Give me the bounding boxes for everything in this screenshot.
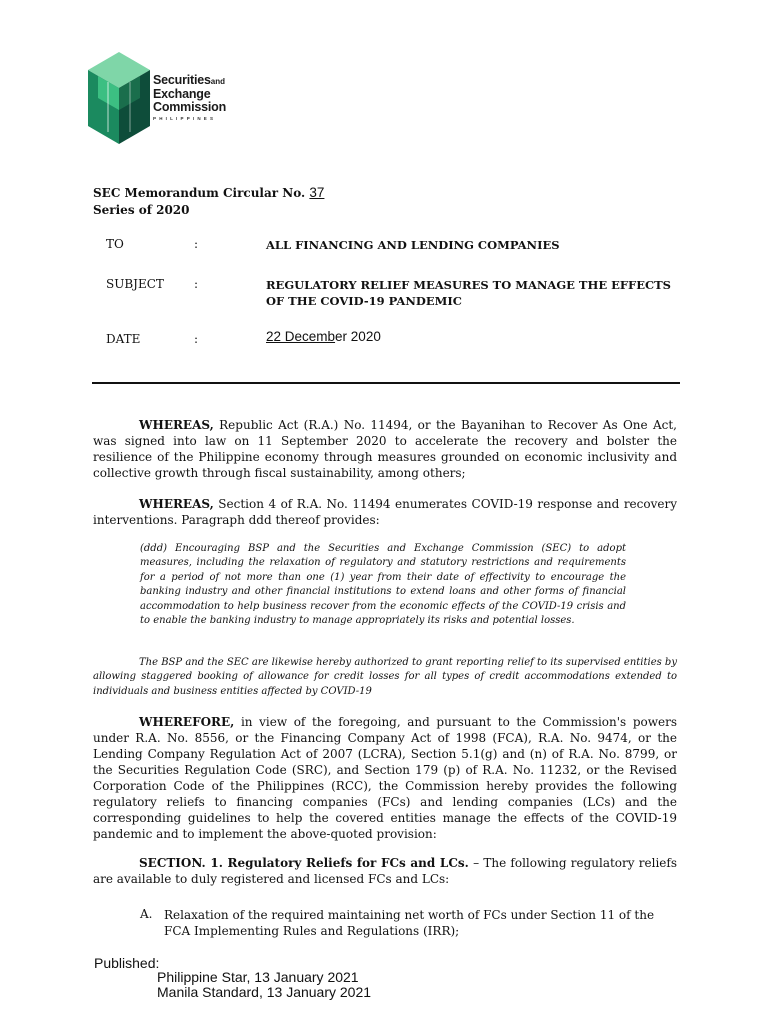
published-line-1: Philippine Star, 13 January 2021 <box>157 969 359 985</box>
to-value: ALL FINANCING AND LENDING COMPANIES <box>266 238 560 252</box>
date-value: 22 December 2020 <box>266 329 381 344</box>
memo-series: Series of 2020 <box>93 203 190 217</box>
memo-title: SEC Memorandum Circular No. <box>93 186 310 200</box>
subject-colon: : <box>194 277 199 291</box>
paragraph-whereas-2: WHEREAS, Section 4 of R.A. No. 11494 enumerates COVID-19 response and recovery interventions. Paragraph ddd thereof provides: <box>93 497 677 527</box>
paragraph-whereas-1: WHEREAS, Republic Act (R.A.) No. 11494, or the Bayanihan to Recover As One Act, was signed into law on 11 September 2020 to accelerate the recovery and bolster the resilience of the Philippine economy through measures grounded on economic inclusivity and collective growth through fiscal sustainability, among others; <box>93 418 677 480</box>
quoted-provision: (ddd) Encouraging BSP and the Securities and Exchange Commission (SEC) to adopt measures, including the relaxation of regulatory and statutory restrictions and requirements for a period of not more than one (1) year from their date of effectivity to encourage the banking industry and other financial institutions to extend loans and other forms of financial accommodation to help business recover from the economic effects of the COVID-19 crisis and to enable the banking industry to manage appropriately its risks and potential losses. <box>140 543 626 627</box>
date-colon: : <box>194 332 199 346</box>
section-1: SECTION. 1. Regulatory Reliefs for FCs and LCs. – The following regulatory reliefs are available to duly registered and licensed FCs and LCs: <box>93 856 678 886</box>
paragraph-wherefore: WHEREFORE, in view of the foregoing, and pursuant to the Commission's powers under R.A. No. 8556, or the Financing Company Act of 1998 (FCA), R.A. No. 9474, or the Lending Company Regulation Act of 2007 (LCRA), Section 5.1(g) and (n) of R.A. No. 8799, or the Securities Regulation Code (SRC), and Section 179 (p) of R.A. No. 11232, or the Revised Corporation Code of the Philippines (RCC), the Commission hereby provides the following regulatory reliefs to financing companies (FCs) and lending companies (LCs) and the corresponding guidelines to help the covered entities manage the effects of the COVID-19 pandemic and to implement the above-quoted provision: <box>93 715 677 841</box>
memo-number: 37 <box>309 185 325 200</box>
item-a-letter: A. <box>140 907 153 921</box>
quoted-provision-2: The BSP and the SEC are likewise hereby authorized to grant reporting relief to its supervised entities by allowing staggered booking of allowance for credit losses for all types of credit accommodations extended to individuals and business entities affected by COVID-19 <box>93 657 677 697</box>
date-label: DATE <box>106 332 141 346</box>
item-a-text: Relaxation of the required maintaining net worth of FCs under Section 11 of the FCA Implementing Rules and Regulations (IRR); <box>164 908 655 938</box>
memo-title-block <box>93 184 324 219</box>
published-label: Published: <box>94 955 160 971</box>
to-label: TO <box>106 237 124 251</box>
subject-label: SUBJECT <box>106 277 164 291</box>
sec-logo-emblem-icon <box>86 50 152 146</box>
published-line-2: Manila Standard, 13 January 2021 <box>157 984 372 1000</box>
subject-value: REGULATORY RELIEF MEASURES TO MANAGE THE EFFECTS OF THE COVID-19 PANDEMIC <box>266 278 671 308</box>
header-divider <box>92 382 680 384</box>
to-colon: : <box>194 237 199 251</box>
sec-logo-wordmark: Securitiesand Exchange Commission PHILIPPINES <box>153 73 227 121</box>
